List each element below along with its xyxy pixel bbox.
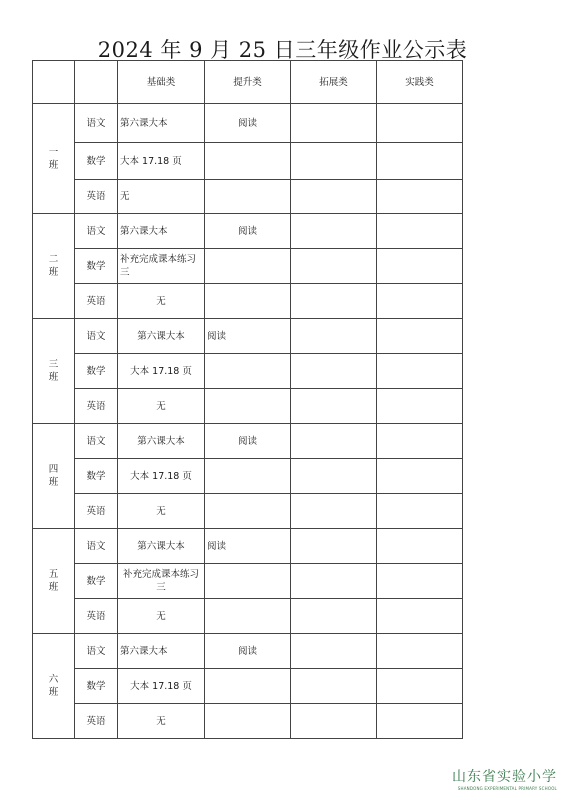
practice-homework-cell xyxy=(377,143,463,180)
class-name-char: 班 xyxy=(48,267,59,278)
subject-cell: 语文 xyxy=(75,424,118,459)
improve-homework-cell xyxy=(205,180,291,214)
improve-homework-cell xyxy=(205,143,291,180)
class-name-cell xyxy=(33,214,75,319)
extend-homework-cell xyxy=(291,599,377,634)
subject-cell: 英语 xyxy=(75,389,118,424)
class-name-cell xyxy=(33,634,75,739)
basic-homework-cell: 第六课大本 xyxy=(118,634,205,669)
extend-homework-cell xyxy=(291,494,377,529)
page-title: 2024 年 9 月 25 日三年级作业公示表 xyxy=(97,38,468,62)
practice-homework-cell xyxy=(377,180,463,214)
table-row xyxy=(33,354,463,389)
table-row xyxy=(33,599,463,634)
table-row xyxy=(33,459,463,494)
basic-homework-cell: 大本 17.18 页 xyxy=(118,459,205,494)
class-name-char: 班 xyxy=(48,477,59,488)
practice-homework-cell xyxy=(377,564,463,599)
table-row xyxy=(33,529,463,564)
practice-homework-cell xyxy=(377,634,463,669)
basic-homework-cell: 无 xyxy=(118,704,205,739)
practice-homework-cell xyxy=(377,104,463,143)
header-row xyxy=(33,61,463,104)
extend-homework-cell xyxy=(291,634,377,669)
extend-homework-cell xyxy=(291,564,377,599)
subject-cell: 英语 xyxy=(75,494,118,529)
practice-homework-cell xyxy=(377,319,463,354)
header-cell-subject xyxy=(75,61,118,104)
basic-homework-cell: 第六课大本 xyxy=(118,104,205,143)
subject-cell: 语文 xyxy=(75,529,118,564)
extend-homework-cell xyxy=(291,529,377,564)
improve-homework-cell xyxy=(205,669,291,704)
subject-cell: 英语 xyxy=(75,284,118,319)
extend-homework-cell xyxy=(291,180,377,214)
practice-homework-cell xyxy=(377,599,463,634)
practice-homework-cell xyxy=(377,284,463,319)
extend-homework-cell xyxy=(291,459,377,494)
table-row xyxy=(33,389,463,424)
class-name-char: 班 xyxy=(48,159,59,171)
basic-homework-cell: 大本 17.18 页 xyxy=(118,669,205,704)
improve-homework-cell xyxy=(205,354,291,389)
header-cell-basic: 基础类 xyxy=(118,61,205,104)
basic-homework-cell: 补充完成课本练习三 xyxy=(118,249,205,284)
practice-homework-cell xyxy=(377,214,463,249)
subject-cell: 数学 xyxy=(75,354,118,389)
improve-homework-cell xyxy=(205,249,291,284)
class-name-char: 班 xyxy=(48,687,59,698)
class-name-cell xyxy=(33,319,75,424)
extend-homework-cell xyxy=(291,424,377,459)
improve-homework-cell: 阅读 xyxy=(205,529,291,564)
extend-homework-cell xyxy=(291,319,377,354)
improve-homework-cell: 阅读 xyxy=(205,104,291,143)
improve-homework-cell: 阅读 xyxy=(205,319,291,354)
class-name-char: 班 xyxy=(48,372,59,383)
class-name-char: 班 xyxy=(48,582,59,593)
basic-homework-cell: 无 xyxy=(118,494,205,529)
basic-homework-cell: 第六课大本 xyxy=(118,424,205,459)
extend-homework-cell xyxy=(291,284,377,319)
class-name-char: 五 xyxy=(48,569,59,580)
class-name-cell xyxy=(33,529,75,634)
table-row xyxy=(33,494,463,529)
table-row xyxy=(33,564,463,599)
extend-homework-cell xyxy=(291,214,377,249)
basic-homework-cell: 第六课大本 xyxy=(118,214,205,249)
basic-homework-cell: 无 xyxy=(118,389,205,424)
practice-homework-cell xyxy=(377,529,463,564)
subject-cell: 语文 xyxy=(75,104,118,143)
basic-homework-cell: 第六课大本 xyxy=(118,529,205,564)
table-row xyxy=(33,669,463,704)
subject-cell: 语文 xyxy=(75,634,118,669)
basic-homework-cell: 大本 17.18 页 xyxy=(118,143,205,180)
class-name-cell xyxy=(33,104,75,214)
table-row xyxy=(33,180,463,214)
practice-homework-cell xyxy=(377,459,463,494)
extend-homework-cell xyxy=(291,354,377,389)
extend-homework-cell xyxy=(291,104,377,143)
subject-cell: 语文 xyxy=(75,214,118,249)
practice-homework-cell xyxy=(377,249,463,284)
table-row xyxy=(33,634,463,669)
improve-homework-cell xyxy=(205,389,291,424)
table-row xyxy=(33,249,463,284)
basic-homework-cell: 补充完成课本练习三 xyxy=(118,564,205,599)
improve-homework-cell xyxy=(205,284,291,319)
header-cell-extend: 拓展类 xyxy=(291,61,377,104)
subject-cell: 数学 xyxy=(75,249,118,284)
header-cell-class xyxy=(33,61,75,104)
subject-cell: 数学 xyxy=(75,564,118,599)
extend-homework-cell xyxy=(291,669,377,704)
subject-cell: 语文 xyxy=(75,319,118,354)
subject-cell: 数学 xyxy=(75,669,118,704)
subject-cell: 英语 xyxy=(75,180,118,214)
homework-table xyxy=(32,60,463,739)
subject-cell: 英语 xyxy=(75,704,118,739)
extend-homework-cell xyxy=(291,389,377,424)
improve-homework-cell: 阅读 xyxy=(205,424,291,459)
basic-homework-cell: 无 xyxy=(118,599,205,634)
header-cell-improve: 提升类 xyxy=(205,61,291,104)
extend-homework-cell xyxy=(291,249,377,284)
subject-cell: 数学 xyxy=(75,143,118,180)
improve-homework-cell xyxy=(205,459,291,494)
basic-homework-cell: 无 xyxy=(118,180,205,214)
subject-cell: 英语 xyxy=(75,599,118,634)
extend-homework-cell xyxy=(291,704,377,739)
improve-homework-cell xyxy=(205,704,291,739)
table-row xyxy=(33,214,463,249)
table-row xyxy=(33,424,463,459)
improve-homework-cell xyxy=(205,599,291,634)
basic-homework-cell: 无 xyxy=(118,284,205,319)
school-logo xyxy=(452,766,557,791)
table-row xyxy=(33,143,463,180)
school-logo-name: 山东省实验小学 xyxy=(452,769,557,785)
homework-table-body xyxy=(33,61,463,739)
table-row xyxy=(33,104,463,143)
basic-homework-cell: 大本 17.18 页 xyxy=(118,354,205,389)
practice-homework-cell xyxy=(377,704,463,739)
class-name-char: 四 xyxy=(48,464,59,475)
practice-homework-cell xyxy=(377,669,463,704)
practice-homework-cell xyxy=(377,424,463,459)
table-row xyxy=(33,284,463,319)
extend-homework-cell xyxy=(291,143,377,180)
class-name-char: 六 xyxy=(48,674,59,685)
improve-homework-cell xyxy=(205,494,291,529)
basic-homework-cell: 第六课大本 xyxy=(118,319,205,354)
practice-homework-cell xyxy=(377,389,463,424)
practice-homework-cell xyxy=(377,354,463,389)
class-name-char: 二 xyxy=(48,254,59,265)
header-cell-practice: 实践类 xyxy=(377,61,463,104)
school-logo-english: SHANDONG EXPERIMENTAL PRIMARY SCHOOL xyxy=(457,786,557,791)
practice-homework-cell xyxy=(377,494,463,529)
improve-homework-cell: 阅读 xyxy=(205,214,291,249)
class-name-char: 三 xyxy=(48,359,59,370)
class-name-cell xyxy=(33,424,75,529)
table-row xyxy=(33,319,463,354)
improve-homework-cell xyxy=(205,564,291,599)
improve-homework-cell: 阅读 xyxy=(205,634,291,669)
class-name-char: 一 xyxy=(48,146,59,158)
subject-cell: 数学 xyxy=(75,459,118,494)
table-row xyxy=(33,704,463,739)
